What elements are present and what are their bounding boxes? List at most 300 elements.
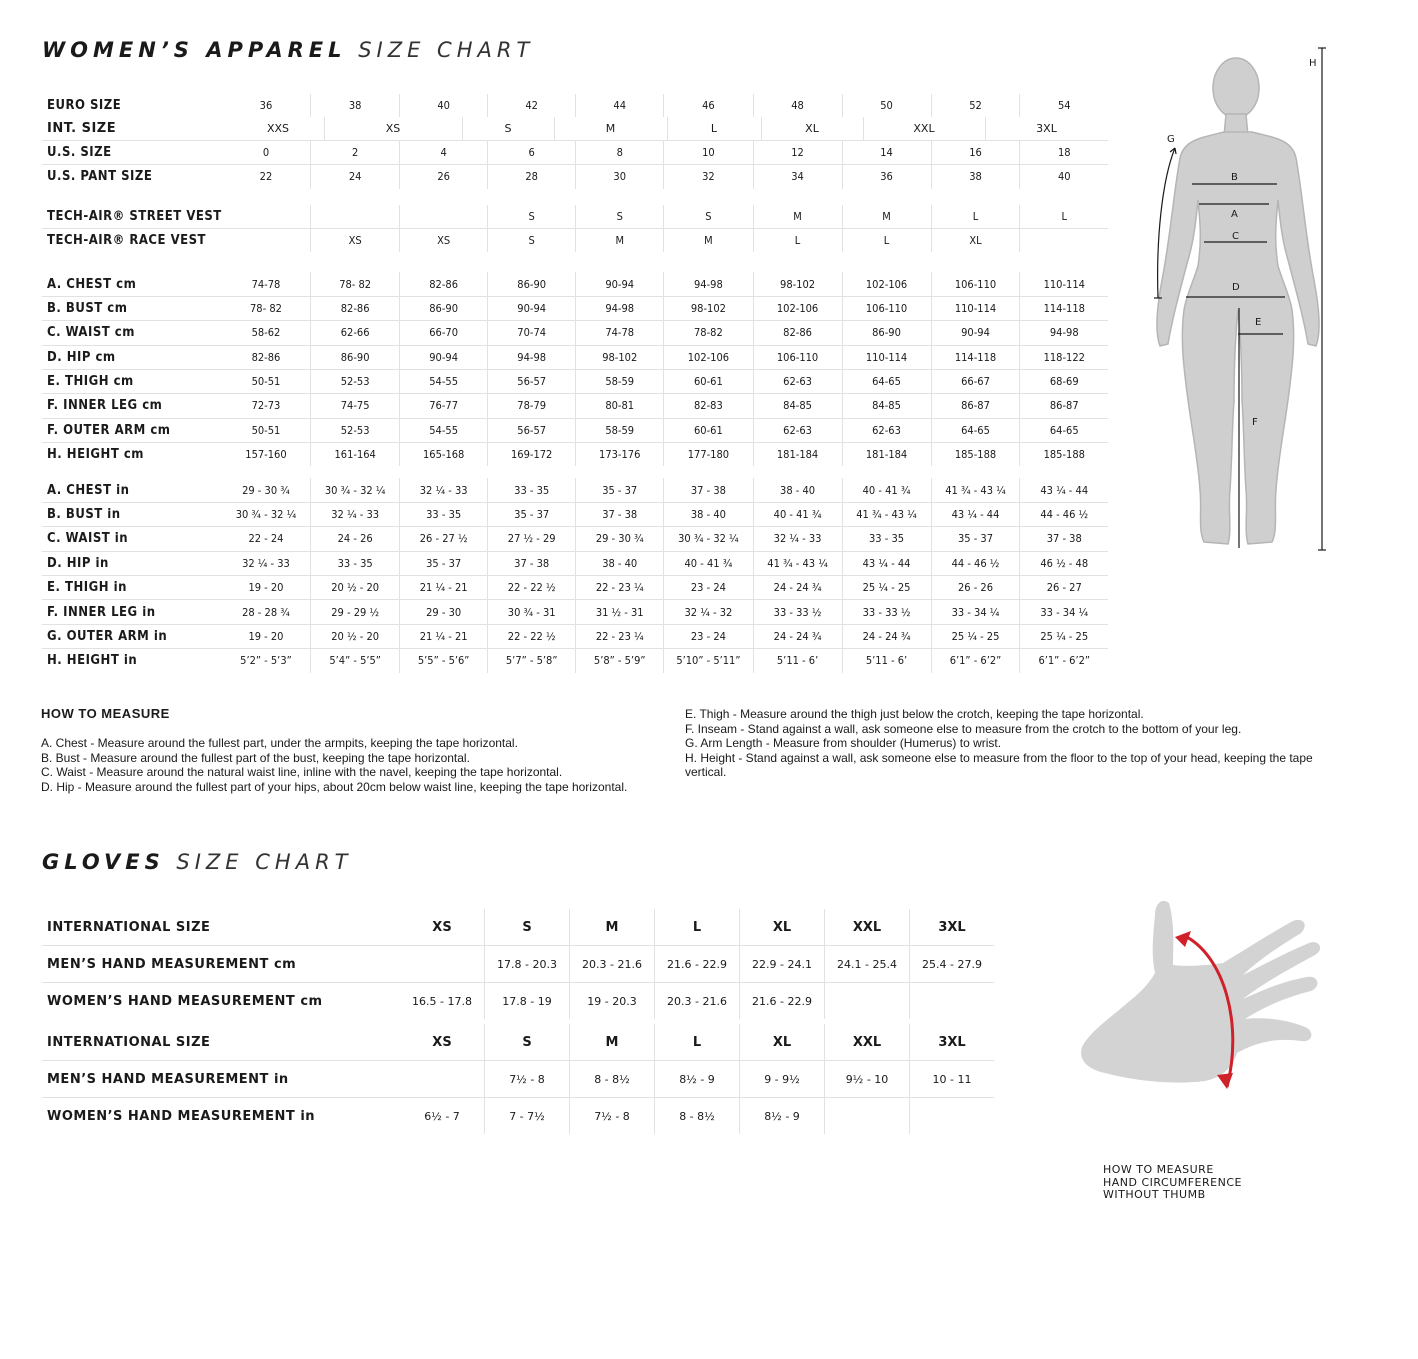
gloves-size-header: S [485, 909, 570, 946]
size-cell: 5’4” - 5’5” [311, 649, 400, 673]
size-cell: 86-87 [931, 394, 1020, 418]
gloves-row-label: MEN’S HAND MEASUREMENT in [42, 1061, 400, 1098]
size-cell: 181-184 [842, 443, 931, 467]
apparel-title [42, 38, 534, 62]
size-cell: 62-63 [753, 369, 842, 393]
gloves-size-header: 3XL [910, 909, 995, 946]
size-cell: 70-74 [488, 321, 576, 345]
gloves-in-table [42, 1024, 994, 1134]
size-row [42, 502, 1108, 526]
size-cell: 32 ¼ - 33 [311, 502, 400, 526]
size-cell: S [488, 228, 576, 252]
apparel-title-light: SIZE CHART [358, 38, 535, 62]
size-cell: 10 [664, 141, 753, 165]
size-cell: 40 - 41 ¾ [753, 502, 842, 526]
size-cell: 86-90 [842, 321, 931, 345]
size-cell: 74-75 [311, 394, 400, 418]
size-cell: 44 - 46 ½ [1020, 502, 1108, 526]
gloves-size-header: XS [400, 909, 485, 946]
size-cell: 24 - 24 ¾ [753, 624, 842, 648]
size-cell: 161-164 [311, 443, 400, 467]
size-cell: 110-114 [931, 296, 1020, 320]
figure-letter-h: H [1309, 58, 1317, 69]
gloves-size-header: XL [740, 1024, 825, 1061]
gloves-size-cell [910, 983, 995, 1020]
gloves-header-row [42, 909, 994, 946]
size-cell: 29 - 30 ¾ [222, 478, 311, 502]
int-size-cell: M [554, 117, 668, 140]
size-cell: 48 [753, 94, 842, 117]
how-to-measure-right [685, 707, 1325, 780]
size-cell: 19 - 20 [222, 624, 311, 648]
size-cell: 44 [576, 94, 664, 117]
int-size-cell: S [462, 117, 555, 140]
size-cell: 32 ¼ - 32 [664, 600, 753, 624]
size-cell: 30 ¾ - 31 [488, 600, 576, 624]
gloves-size-cell: 8½ - 9 [655, 1061, 740, 1098]
size-row [42, 478, 1108, 502]
gloves-size-cell: 21.6 - 22.9 [740, 983, 825, 1020]
size-cell: 76-77 [400, 394, 488, 418]
size-cell: 64-65 [931, 418, 1020, 442]
measure-hip-text: D. Hip - Measure around the fullest part of your hips, about 20cm below waist line, keeping the tape horizontal. [41, 779, 628, 794]
size-cell: 26 [400, 165, 488, 189]
size-cell: 33 - 35 [488, 478, 576, 502]
size-cell: 33 - 34 ¼ [931, 600, 1020, 624]
size-cell: 86-90 [488, 272, 576, 296]
size-cell: 32 ¼ - 33 [753, 527, 842, 551]
size-cell: 169-172 [488, 443, 576, 467]
size-cell: 23 - 24 [664, 624, 753, 648]
size-cell: 118-122 [1020, 345, 1108, 369]
gloves-size-cell: 7½ - 8 [485, 1061, 570, 1098]
int-size-cell: XXS [232, 117, 325, 140]
gloves-size-cell: 10 - 11 [910, 1061, 995, 1098]
size-cell: 54 [1057, 99, 1071, 113]
size-cell: 98-102 [753, 272, 842, 296]
gloves-header-label: INTERNATIONAL SIZE [42, 1024, 400, 1061]
size-cell: 28 [488, 165, 576, 189]
gloves-header-row [42, 1024, 994, 1061]
size-cell: S [488, 205, 576, 229]
size-row [42, 165, 1108, 189]
size-row [42, 624, 1108, 648]
int-size-cell: XXL [863, 117, 986, 140]
size-cell: 24 [311, 165, 400, 189]
size-row [42, 205, 1108, 229]
size-cell: 52-53 [311, 369, 400, 393]
size-cell: 72-73 [222, 394, 311, 418]
size-cell: 26 - 27 [1020, 576, 1108, 600]
size-cell: 181-184 [753, 443, 842, 467]
gloves-size-cell: 20.3 - 21.6 [655, 983, 740, 1020]
row-label: A. CHEST in [42, 478, 222, 502]
gloves-size-cell: 6½ - 7 [400, 1098, 485, 1135]
gloves-size-cell: 7½ - 8 [570, 1098, 655, 1135]
size-cell: 35 - 37 [488, 502, 576, 526]
figure-letter-f: F [1252, 417, 1258, 428]
size-cell: 185-188 [1043, 448, 1085, 462]
size-cell: XL [931, 228, 1020, 252]
size-cell: 94-98 [576, 296, 664, 320]
gloves-size-cell [400, 946, 485, 983]
size-cell: 94-98 [488, 345, 576, 369]
size-cell: 22 - 22 ½ [488, 624, 576, 648]
row-label: EURO SIZE [47, 98, 122, 114]
size-cell: 110-114 [842, 345, 931, 369]
size-cell: S [664, 205, 753, 229]
hand-caption-line: HOW TO MEASURE [1103, 1163, 1214, 1176]
size-cell: 58-59 [576, 418, 664, 442]
size-cell: 32 [664, 165, 753, 189]
gloves-measure-row [42, 983, 994, 1020]
size-cell: 5’5” - 5’6” [400, 649, 488, 673]
size-cell: 78-79 [488, 394, 576, 418]
size-cell: 14 [842, 141, 931, 165]
size-cell: 90-94 [488, 296, 576, 320]
gloves-size-header: L [655, 909, 740, 946]
size-cell: 64-65 [842, 369, 931, 393]
size-cell: 165-168 [400, 443, 488, 467]
size-row [42, 576, 1108, 600]
size-cell: M [842, 205, 931, 229]
gloves-title [42, 850, 352, 874]
size-cell: 38 - 40 [753, 478, 842, 502]
size-cell: 33 - 35 [842, 527, 931, 551]
size-cell: 50-51 [222, 418, 311, 442]
body-measurement-figure [1140, 40, 1340, 560]
gloves-size-cell: 20.3 - 21.6 [570, 946, 655, 983]
gloves-size-header: M [570, 1024, 655, 1061]
measure-chest-text: A. Chest - Measure around the fullest part, under the armpits, keeping the tape horizontal. [41, 736, 518, 750]
size-cell: 6 [488, 141, 576, 165]
size-cell: 78- 82 [222, 296, 311, 320]
size-cell: XS [400, 228, 488, 252]
size-cell: 35 - 37 [931, 527, 1020, 551]
int-size-cell: 3XL [1036, 122, 1057, 135]
size-cell: 110-114 [1020, 272, 1108, 296]
row-label: C. WAIST cm [42, 321, 222, 345]
size-row [42, 443, 1108, 467]
measure-thigh-text: E. Thigh - Measure around the thigh just below the crotch, keeping the tape horizontal. [685, 707, 1144, 721]
size-cell: 98-102 [576, 345, 664, 369]
gloves-size-cell: 16.5 - 17.8 [400, 983, 485, 1020]
gloves-size-cell: 25.4 - 27.9 [910, 946, 995, 983]
gloves-size-cell [400, 1061, 485, 1098]
size-cell: 173-176 [576, 443, 664, 467]
size-row [42, 600, 1108, 624]
size-cell: 25 ¼ - 25 [842, 576, 931, 600]
row-label: H. HEIGHT in [47, 653, 138, 669]
size-cell: 25 ¼ - 25 [1020, 624, 1108, 648]
gloves-size-cell: 17.8 - 20.3 [485, 946, 570, 983]
size-cell: 37 - 38 [488, 551, 576, 575]
size-cell: L [931, 205, 1020, 229]
size-row [42, 228, 1108, 252]
size-cell: 74-78 [222, 272, 311, 296]
size-cell: 106-110 [931, 272, 1020, 296]
size-cell: 38 - 40 [664, 502, 753, 526]
size-cell: S [576, 205, 664, 229]
row-label: F. INNER LEG in [42, 600, 222, 624]
gloves-size-cell [825, 983, 910, 1020]
size-cell: 90-94 [931, 321, 1020, 345]
size-cell: 22 [222, 165, 311, 189]
gloves-header-label: INTERNATIONAL SIZE [42, 909, 400, 946]
size-cell: 82-86 [222, 345, 311, 369]
size-cell: 25 ¼ - 25 [931, 624, 1020, 648]
size-cell: 35 - 37 [400, 551, 488, 575]
size-cell: 40 [1057, 170, 1071, 184]
size-cell: 6’1” - 6’2” [1038, 654, 1091, 668]
size-cell: 33 - 33 ½ [842, 600, 931, 624]
gloves-size-header: XXL [825, 909, 910, 946]
row-label: D. HIP cm [42, 345, 222, 369]
size-cell: 102-106 [753, 296, 842, 320]
size-cell: 114-118 [1020, 296, 1108, 320]
gloves-size-cell [910, 1098, 995, 1135]
size-cell: 0 [222, 141, 311, 165]
measure-waist-text: C. Waist - Measure around the natural waist line, inline with the navel, keeping the tape horizontal. [41, 765, 563, 780]
size-cell: 46 [664, 94, 753, 117]
gloves-size-cell: 8 - 8½ [570, 1061, 655, 1098]
size-cell: 74-78 [576, 321, 664, 345]
size-cell: 20 ½ - 20 [311, 576, 400, 600]
size-cell: 5’8” - 5’9” [576, 649, 664, 673]
size-cell: 26 - 26 [931, 576, 1020, 600]
int-size-row [42, 117, 1108, 141]
size-cell [222, 228, 311, 252]
size-cell: 62-63 [753, 418, 842, 442]
gloves-size-header: XXL [825, 1024, 910, 1061]
size-cell: 66-70 [400, 321, 488, 345]
size-cell: 18 [1020, 141, 1108, 165]
size-cell: 29 - 30 [400, 600, 488, 624]
size-cell: 30 ¾ - 32 ¼ [222, 502, 311, 526]
size-row [42, 551, 1108, 575]
size-row [42, 527, 1108, 551]
measure-bust-text: B. Bust - Measure around the fullest part of the bust, keeping the tape horizontal. [41, 750, 470, 765]
size-cell: 66-67 [931, 369, 1020, 393]
size-cell: 84-85 [753, 394, 842, 418]
size-cell: 37 - 38 [664, 478, 753, 502]
row-label: TECH-AIR® RACE VEST [47, 233, 207, 249]
int-size-cell: XS [324, 117, 463, 140]
size-cell: 38 [311, 94, 400, 117]
size-cell: 31 ½ - 31 [576, 600, 664, 624]
gloves-size-cell: 8½ - 9 [740, 1098, 825, 1135]
size-cell: 46 ½ - 48 [1020, 551, 1108, 575]
size-cell: 33 - 35 [400, 502, 488, 526]
size-cell: 41 ¾ - 43 ¼ [931, 478, 1020, 502]
size-cell: 62-63 [842, 418, 931, 442]
size-cell: M [576, 228, 664, 252]
row-label: U.S. SIZE [42, 141, 222, 165]
size-cell: 42 [488, 94, 576, 117]
size-cell: 90-94 [576, 272, 664, 296]
size-cell: 6’1” - 6’2” [931, 649, 1020, 673]
size-cell: 86-87 [1020, 394, 1108, 418]
gloves-size-cell: 17.8 - 19 [485, 983, 570, 1020]
size-cell: XS [311, 228, 400, 252]
apparel-size-table [42, 94, 1108, 673]
size-cell: 86-90 [400, 296, 488, 320]
size-cell: 94-98 [664, 272, 753, 296]
gloves-size-cell: 21.6 - 22.9 [655, 946, 740, 983]
figure-letter-b: B [1231, 172, 1238, 183]
size-cell: 24 - 26 [311, 527, 400, 551]
size-cell: 29 - 30 ¾ [576, 527, 664, 551]
hand-caption-line: WITHOUT THUMB [1103, 1188, 1206, 1201]
size-cell: 37 - 38 [576, 502, 664, 526]
figure-letter-c: C [1232, 231, 1239, 242]
size-cell: 33 - 34 ¼ [1020, 600, 1108, 624]
size-cell: 64-65 [1020, 418, 1108, 442]
size-cell: 40 - 41 ¾ [842, 478, 931, 502]
size-cell: 21 ¼ - 21 [400, 576, 488, 600]
size-cell: 30 [576, 165, 664, 189]
size-cell: 28 - 28 ¾ [222, 600, 311, 624]
size-cell: 24 - 24 ¾ [753, 576, 842, 600]
size-cell [1020, 228, 1108, 252]
row-label: U.S. PANT SIZE [47, 169, 153, 185]
size-cell: 44 - 46 ½ [931, 551, 1020, 575]
gloves-size-cell: 24.1 - 25.4 [825, 946, 910, 983]
size-cell [400, 205, 488, 229]
figure-letter-d: D [1232, 282, 1240, 293]
size-cell [311, 205, 400, 229]
size-cell: 94-98 [1020, 321, 1108, 345]
size-cell: 38 [931, 165, 1020, 189]
row-label: B. BUST in [42, 502, 222, 526]
size-cell: 5’10” - 5’11” [664, 649, 753, 673]
size-cell: 177-180 [664, 443, 753, 467]
size-cell: 98-102 [664, 296, 753, 320]
size-cell: L [1020, 205, 1108, 229]
size-cell: 12 [753, 141, 842, 165]
gloves-cm-table [42, 909, 994, 1019]
size-cell: 43 ¼ - 44 [931, 502, 1020, 526]
size-row [42, 649, 1108, 673]
size-cell: 33 - 35 [311, 551, 400, 575]
size-cell: 38 - 40 [576, 551, 664, 575]
size-cell: 54-55 [400, 369, 488, 393]
size-cell: L [842, 228, 931, 252]
gloves-size-cell: 7 - 7½ [485, 1098, 570, 1135]
size-cell: 22 - 24 [222, 527, 311, 551]
size-cell: 50 [842, 94, 931, 117]
size-cell: L [753, 228, 842, 252]
size-cell: 26 - 27 ½ [400, 527, 488, 551]
size-cell: 185-188 [931, 443, 1020, 467]
row-label: TECH-AIR® STREET VEST [42, 205, 222, 229]
size-cell: 35 - 37 [576, 478, 664, 502]
size-cell: 22 - 23 ¼ [576, 576, 664, 600]
size-cell: 82-86 [400, 272, 488, 296]
hand-caption-line: HAND CIRCUMFERENCE [1103, 1175, 1242, 1189]
size-cell: 60-61 [664, 369, 753, 393]
size-row [42, 94, 1108, 117]
size-cell: 114-118 [931, 345, 1020, 369]
size-row [42, 141, 1108, 165]
size-cell: 29 - 29 ½ [311, 600, 400, 624]
apparel-title-bold: WOMEN’S APPAREL [42, 38, 347, 62]
row-label: E. THIGH in [42, 576, 222, 600]
row-label: G. OUTER ARM in [42, 624, 222, 648]
size-cell: 27 ½ - 29 [488, 527, 576, 551]
gloves-size-header: 3XL [910, 1024, 995, 1061]
size-cell: 5’2” - 5’3” [222, 649, 311, 673]
row-label: A. CHEST cm [42, 272, 222, 296]
how-to-measure-title: HOW TO MEASURE [41, 706, 170, 721]
size-cell: 22 - 23 ¼ [576, 624, 664, 648]
gloves-row-label: WOMEN’S HAND MEASUREMENT cm [47, 993, 323, 1009]
size-cell: 84-85 [842, 394, 931, 418]
gloves-row-label: MEN’S HAND MEASUREMENT cm [42, 946, 400, 983]
size-cell: 86-90 [311, 345, 400, 369]
gloves-size-cell: 22.9 - 24.1 [740, 946, 825, 983]
size-cell: 52-53 [311, 418, 400, 442]
size-cell: 22 - 22 ½ [488, 576, 576, 600]
size-cell: 52 [931, 94, 1020, 117]
size-cell: 90-94 [400, 345, 488, 369]
size-cell: 20 ½ - 20 [311, 624, 400, 648]
size-cell: 36 [222, 94, 311, 117]
size-cell: 30 ¾ - 32 ¼ [664, 527, 753, 551]
row-label: F. INNER LEG cm [42, 394, 222, 418]
row-label: B. BUST cm [42, 296, 222, 320]
gloves-size-cell: 9½ - 10 [825, 1061, 910, 1098]
gloves-size-cell: 8 - 8½ [655, 1098, 740, 1135]
gloves-title-bold: GLOVES [42, 850, 165, 874]
size-cell: 23 - 24 [664, 576, 753, 600]
size-cell: 24 - 24 ¾ [842, 624, 931, 648]
size-cell: 41 ¾ - 43 ¼ [753, 551, 842, 575]
size-cell: 2 [311, 141, 400, 165]
size-cell: 43 ¼ - 44 [842, 551, 931, 575]
int-size-cell: XL [761, 117, 864, 140]
gloves-measure-row [42, 946, 994, 983]
size-cell: 106-110 [753, 345, 842, 369]
gloves-size-header: XL [740, 909, 825, 946]
int-size-cell: L [667, 117, 762, 140]
size-row [42, 394, 1108, 418]
size-cell: 56-57 [488, 369, 576, 393]
size-cell: 58-62 [222, 321, 311, 345]
size-cell: M [664, 228, 753, 252]
size-cell: 68-69 [1020, 369, 1108, 393]
size-cell: 43 ¼ - 44 [1020, 478, 1108, 502]
size-cell: 82-86 [311, 296, 400, 320]
size-cell: 82-86 [753, 321, 842, 345]
size-cell: 80-81 [576, 394, 664, 418]
size-cell: 16 [931, 141, 1020, 165]
size-cell: 40 - 41 ¾ [664, 551, 753, 575]
size-cell: 157-160 [222, 443, 311, 467]
size-cell: 106-110 [842, 296, 931, 320]
size-cell: 4 [400, 141, 488, 165]
size-row [42, 369, 1108, 393]
gloves-row-label: WOMEN’S HAND MEASUREMENT in [47, 1108, 316, 1124]
size-cell: 58-59 [576, 369, 664, 393]
measure-inseam-text: F. Inseam - Stand against a wall, ask someone else to measure from the crotch to the bottom of your leg. [685, 721, 1242, 736]
size-cell: 19 - 20 [222, 576, 311, 600]
row-label: H. HEIGHT cm [47, 447, 144, 463]
size-cell: 60-61 [664, 418, 753, 442]
gloves-size-cell [825, 1098, 910, 1135]
size-cell: 36 [842, 165, 931, 189]
figure-letter-a: A [1231, 209, 1238, 220]
